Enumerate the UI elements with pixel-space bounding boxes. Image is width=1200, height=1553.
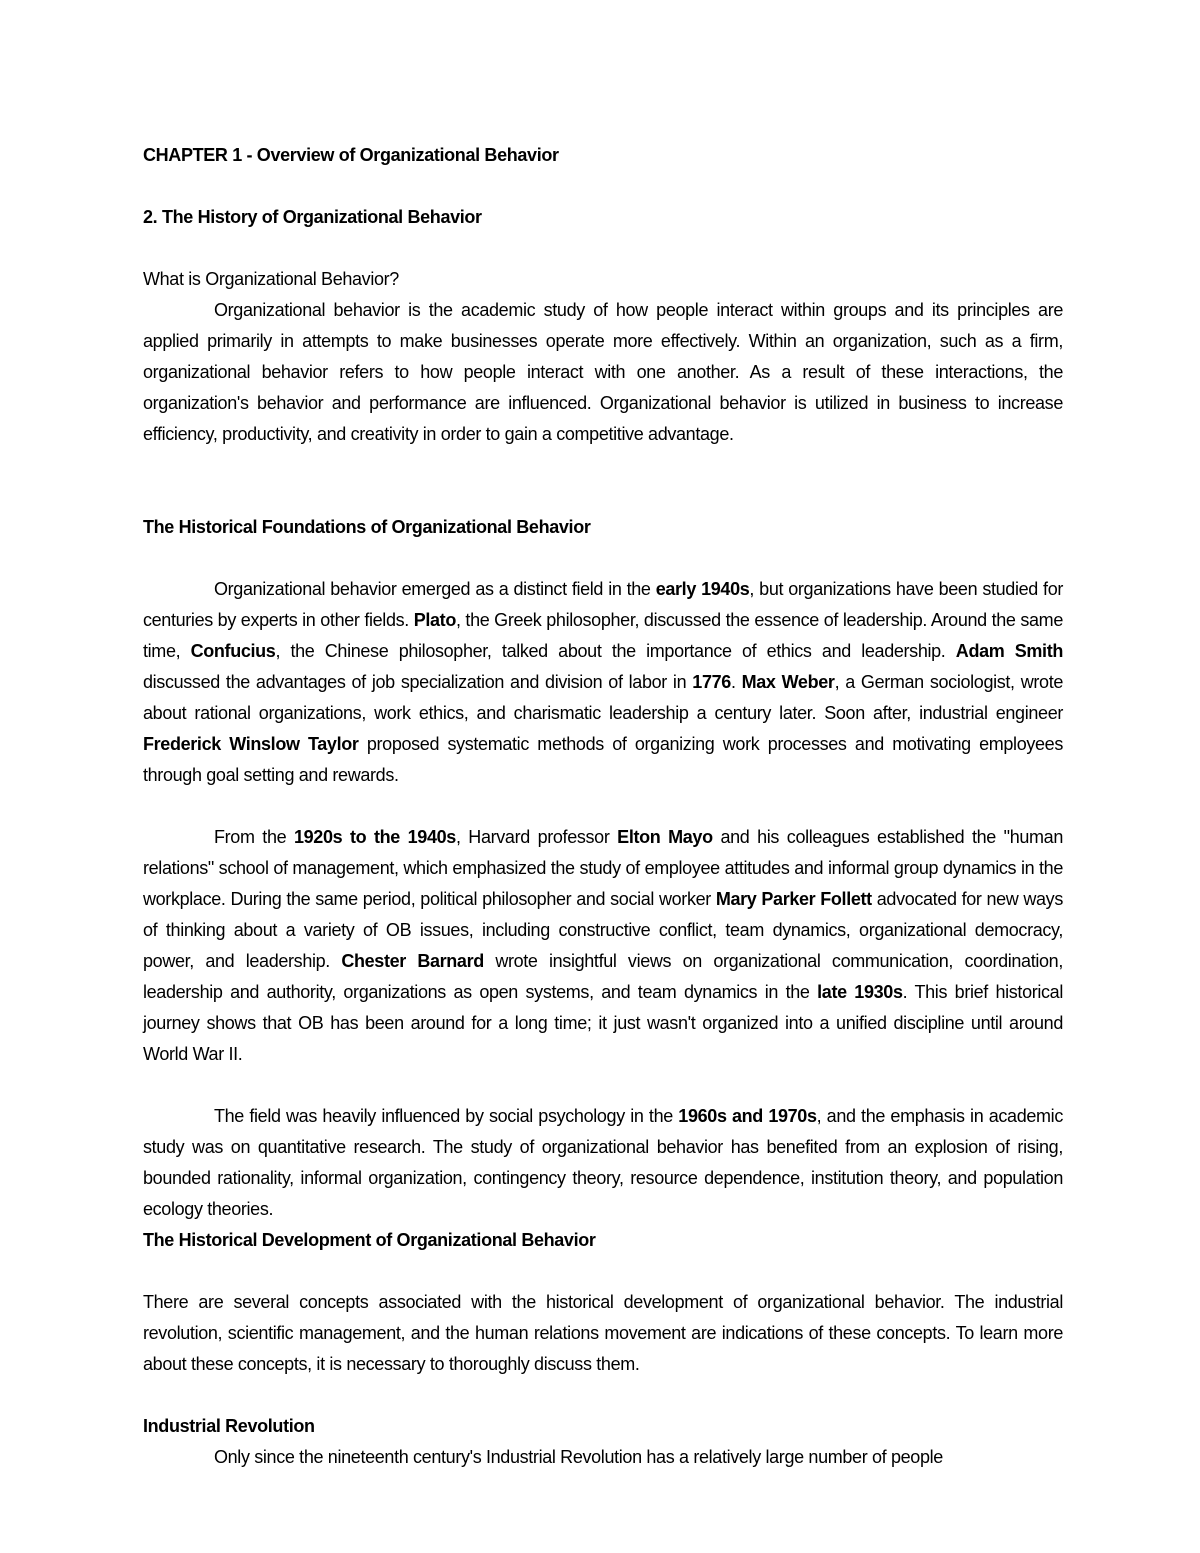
text-run: , the Chinese philosopher, talked about the importance of ethics and leadership. — [275, 641, 956, 661]
bold-run: Mary Parker Follett — [715, 889, 872, 909]
spacer — [143, 1070, 1063, 1101]
text-run: , a German sociologist, wrote about rational organizations, work ethics, and charismatic leadership a century later. Soon after, industrial engineer — [143, 672, 1064, 723]
text-run: The field was heavily influenced by social psychology in the — [214, 1106, 679, 1126]
text-run: , the Greek philosopher, discussed the essence of leadership. Around the same time, — [143, 610, 1063, 661]
what-is-question: What is Organizational Behavior? — [143, 269, 399, 289]
bold-run: Frederick Winslow Taylor — [143, 734, 359, 754]
text-run: and his colleagues established the "human relations" school of management, which emphasized the study of employee attitudes and informal group dynamics in the workplace. During the same period, political philosopher and social worker — [143, 827, 1063, 909]
text-run: , and the emphasis in academic study was on quantitative research. The study of organizational behavior has benefited from an explosion of rising, bounded rationality, informal organization, contingency theory, resource dependence, institution theory, and population ecology theories. — [143, 1106, 1063, 1219]
bold-run: Chester Barnard — [341, 951, 484, 971]
spacer — [143, 543, 1063, 574]
spacer — [143, 171, 1063, 202]
text-run: , Harvard professor — [455, 827, 618, 847]
text-run: , but organizations have been studied for centuries by experts in other fields. — [143, 579, 1063, 630]
text-run: Organizational behavior emerged as a distinct field in the — [214, 579, 656, 599]
foundations-paragraph-2 — [143, 822, 1063, 1070]
chapter-title: CHAPTER 1 - Overview of Organizational Behavior — [143, 145, 559, 165]
what-is-paragraph: Organizational behavior is the academic study of how people interact within groups and its principles are applied primarily in attempts to make businesses operate more effectively. Within an organization, such as a firm, organizational behavior refers to how people interact with one another. As a result of these interactions, the organization's behavior and performance are influenced. Organizational behavior is utilized in business to increase efficiency, productivity, and creativity in order to gain a competitive advantage. — [143, 300, 1063, 444]
bold-run: 1960s and 1970s — [678, 1106, 817, 1126]
text-run: proposed systematic methods of organizing work processes and motivating employees through goal setting and rewards. — [143, 734, 1063, 785]
bold-run: Elton Mayo — [617, 827, 713, 847]
bold-run: Confucius — [190, 641, 276, 661]
spacer — [143, 1380, 1063, 1411]
development-paragraph: There are several concepts associated with the historical development of organizational behavior. The industrial revolution, scientific management, and the human relations movement are indications of these concepts. To learn more about these concepts, it is necessary to thoroughly discuss them. — [143, 1292, 1063, 1374]
bold-run: early 1940s — [655, 579, 750, 599]
industrial-heading: Industrial Revolution — [143, 1416, 315, 1436]
document-page — [143, 140, 1063, 1473]
foundations-heading: The Historical Foundations of Organizational Behavior — [143, 517, 591, 537]
text-run: From the — [214, 827, 294, 847]
foundations-paragraph-3 — [143, 1101, 1063, 1225]
spacer — [143, 791, 1063, 822]
spacer — [143, 450, 1063, 512]
bold-run: Plato — [413, 610, 456, 630]
section-title: 2. The History of Organizational Behavior — [143, 207, 482, 227]
bold-run: Max Weber — [741, 672, 835, 692]
development-heading: The Historical Development of Organizational Behavior — [143, 1230, 596, 1250]
text-run: wrote insightful views on organizational communication, coordination, leadership and authority, organizations as open systems, and team dynamics in the — [143, 951, 1063, 1002]
bold-run: 1920s to the 1940s — [293, 827, 456, 847]
text-run: . — [730, 672, 742, 692]
spacer — [143, 233, 1063, 264]
bold-run: late 1930s — [817, 982, 903, 1002]
text-run: discussed the advantages of job specialization and division of labor in — [143, 672, 693, 692]
text-run: . This brief historical journey shows that OB has been around for a long time; it just wasn't organized into a unified discipline until around World War II. — [143, 982, 1063, 1064]
foundations-paragraph-1 — [143, 574, 1063, 791]
spacer — [143, 1256, 1063, 1287]
text-run: advocated for new ways of thinking about a variety of OB issues, including constructive conflict, team dynamics, organizational democracy, power, and leadership. — [143, 889, 1063, 971]
bold-run: 1776 — [692, 672, 731, 692]
industrial-first-line: Only since the nineteenth century's Industrial Revolution has a relatively large number of people — [214, 1447, 943, 1467]
bold-run: Adam Smith — [955, 641, 1063, 661]
